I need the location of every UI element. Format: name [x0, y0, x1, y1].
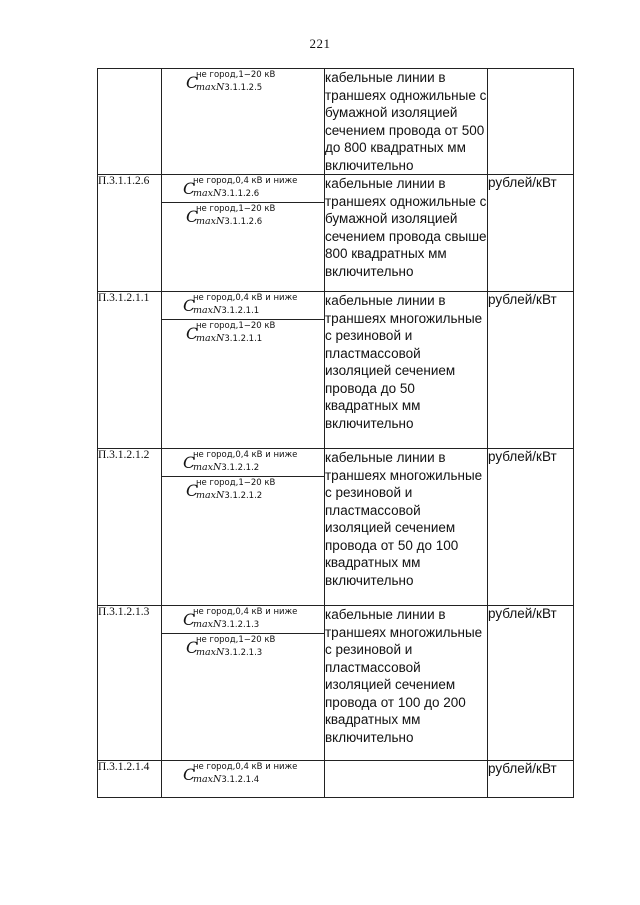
unit-of-measure: рублей/кВт — [488, 449, 574, 606]
formula-subscript — [196, 490, 262, 501]
formula-subscript-italic: maxN — [196, 82, 225, 93]
formula-subscript-code: 3.1.1.2.6 — [221, 189, 260, 199]
formula-base-letter: C — [186, 207, 199, 226]
formula-subscript — [196, 333, 262, 344]
formula-subscript-code: 3.1.2.1.4 — [221, 775, 260, 785]
tariff-table — [97, 68, 574, 798]
formula-subscript — [193, 305, 259, 316]
formula-subscript-italic: maxN — [193, 188, 222, 199]
table-row — [98, 761, 574, 798]
formula-subscript-code: 3.1.2.1.3 — [224, 648, 263, 658]
unit-of-measure: рублей/кВт — [488, 292, 574, 449]
rate-formula — [162, 761, 324, 788]
formula-base-letter: C — [183, 610, 196, 629]
item-description: кабельные линии в траншеях одножильные с бумажной изоляцией сечением провода от 500 до 800 квадратных мм включительно — [325, 70, 487, 173]
tariff-table-body — [98, 69, 574, 798]
page-number: 221 — [309, 36, 331, 51]
formula-subscript — [193, 188, 259, 199]
formula-subscript-italic: maxN — [196, 647, 225, 658]
rate-formula — [162, 633, 324, 661]
item-code: П.3.1.2.1.4 — [98, 761, 162, 798]
item-code — [98, 69, 162, 175]
formula-superscript: не город,0,4 кВ и ниже — [193, 607, 298, 617]
formula-subscript-code: 3.1.2.1.2 — [221, 463, 260, 473]
formula-subscript — [196, 216, 262, 227]
formula-subscript — [193, 619, 259, 630]
formula-subscript-italic: maxN — [193, 774, 222, 785]
formula-subscript — [193, 774, 259, 785]
formula-base-letter: C — [183, 296, 196, 315]
item-code: П.3.1.1.2.6 — [98, 175, 162, 292]
rate-symbols — [162, 175, 325, 292]
unit-of-measure — [488, 69, 574, 175]
item-description: кабельные линии в траншеях многожильные с резиновой и пластмассовой изоляцией сечением провода от 50 до 100 квадратных мм включительно — [325, 449, 488, 606]
formula-superscript: не город,0,4 кВ и ниже — [193, 176, 298, 186]
unit-of-measure: рублей/кВт — [488, 606, 574, 761]
rate-formula — [162, 69, 324, 96]
rate-formula — [162, 449, 324, 476]
formula-subscript-italic: maxN — [193, 619, 222, 630]
formula-subscript — [196, 647, 262, 658]
formula-base-letter: C — [183, 179, 196, 198]
rate-formula — [162, 175, 324, 202]
rate-symbols — [162, 69, 325, 175]
unit-of-measure: рублей/кВт — [488, 761, 574, 798]
formula-subscript — [196, 82, 262, 93]
item-code: П.3.1.2.1.1 — [98, 292, 162, 449]
formula-subscript-code: 3.1.1.2.5 — [224, 83, 263, 93]
formula-subscript-code: 3.1.1.2.6 — [224, 217, 263, 227]
formula-superscript: не город,1−20 кВ — [196, 70, 276, 80]
formula-subscript-italic: maxN — [196, 490, 225, 501]
rate-formula — [162, 319, 324, 347]
formula-superscript: не город,1−20 кВ — [196, 478, 276, 488]
formula-subscript-italic: maxN — [193, 305, 222, 316]
formula-base-letter: C — [186, 324, 199, 343]
formula-subscript-code: 3.1.2.1.3 — [221, 620, 260, 630]
formula-subscript-italic: maxN — [196, 333, 225, 344]
formula-subscript-code: 3.1.2.1.1 — [221, 306, 260, 316]
table-row — [98, 69, 574, 175]
item-code: П.3.1.2.1.2 — [98, 449, 162, 606]
rate-formula — [162, 202, 324, 230]
formula-base-letter: C — [186, 73, 199, 92]
formula-superscript: не город,1−20 кВ — [196, 204, 276, 214]
formula-subscript-italic: maxN — [193, 462, 222, 473]
item-description: кабельные линии в траншеях многожильные с резиновой и пластмассовой изоляцией сечением провода от 100 до 200 квадратных мм включительно — [325, 606, 488, 761]
formula-superscript: не город,1−20 кВ — [196, 321, 276, 331]
rate-symbols — [162, 449, 325, 606]
formula-base-letter: C — [186, 481, 199, 500]
formula-base-letter: C — [183, 765, 196, 784]
item-code: П.3.1.2.1.3 — [98, 606, 162, 761]
formula-base-letter: C — [186, 638, 199, 657]
item-description: кабельные линии в траншеях одножильные с бумажной изоляцией сечением провода свыше 800 квадратных мм включительно — [325, 175, 488, 292]
rate-formula — [162, 606, 324, 633]
table-row — [98, 175, 574, 292]
table-row — [98, 292, 574, 449]
item-description: кабельные линии в траншеях многожильные с резиновой и пластмассовой изоляцией сечением провода до 50 квадратных мм включительно — [325, 292, 488, 449]
table-row — [98, 449, 574, 606]
formula-subscript-code: 3.1.2.1.1 — [224, 334, 263, 344]
formula-superscript: не город,1−20 кВ — [196, 635, 276, 645]
rate-symbols — [162, 292, 325, 449]
formula-subscript-italic: maxN — [196, 216, 225, 227]
formula-superscript: не город,0,4 кВ и ниже — [193, 450, 298, 460]
formula-superscript: не город,0,4 кВ и ниже — [193, 762, 298, 772]
rate-formula — [162, 292, 324, 319]
rate-symbols — [162, 761, 325, 798]
formula-subscript — [193, 462, 259, 473]
formula-base-letter: C — [183, 453, 196, 472]
formula-superscript: не город,0,4 кВ и ниже — [193, 293, 298, 303]
item-description — [325, 761, 488, 798]
table-row — [98, 606, 574, 761]
rate-formula — [162, 476, 324, 504]
unit-of-measure: рублей/кВт — [488, 175, 574, 292]
formula-subscript-code: 3.1.2.1.2 — [224, 491, 263, 501]
rate-symbols — [162, 606, 325, 761]
